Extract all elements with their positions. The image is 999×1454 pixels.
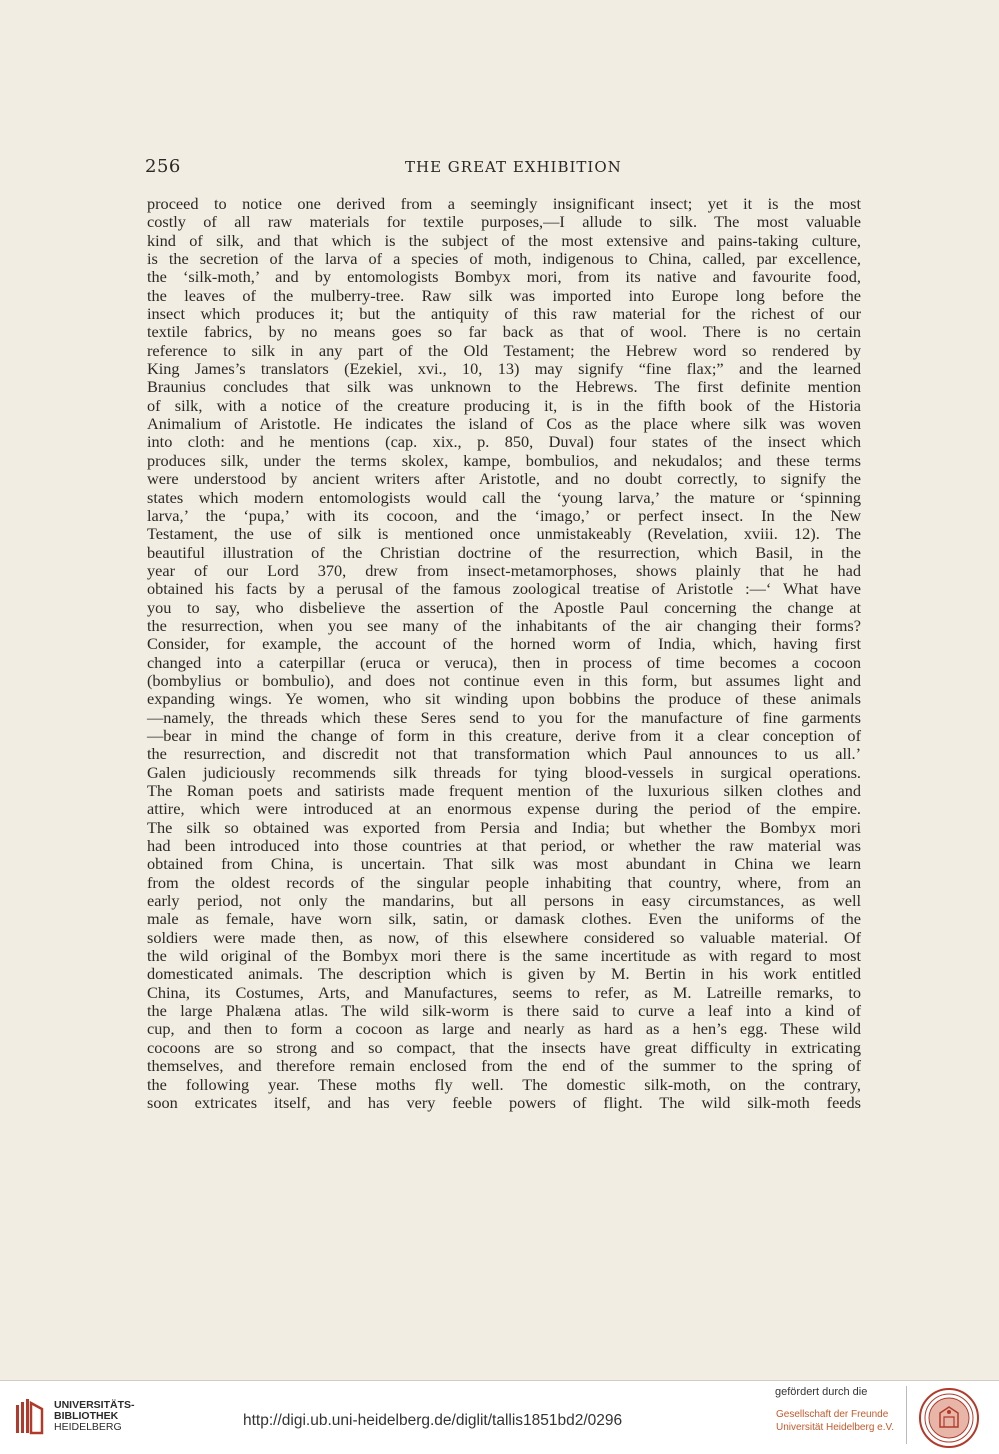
text-line: obtained from China, is uncertain. That silk was most abundant in China we learn: [147, 854, 861, 874]
text-line: were understood by ancient writers after Aristotle, and no doubt correctly, to signify the: [147, 469, 861, 489]
running-title: THE GREAT EXHIBITION: [405, 158, 622, 176]
page-number: 256: [145, 156, 181, 177]
text-line: produces silk, under the terms skolex, kampe, bombulios, and nekudalos; and these terms: [147, 450, 861, 470]
funding-org-line2: Universität Heidelberg e.V.: [776, 1422, 895, 1433]
text-line: the following year. These moths fly well. The domestic silk-moth, on the contrary,: [147, 1074, 861, 1094]
text-line: into cloth: and he mentions (cap. xix., p. 850, Duval) four states of the insect which: [147, 432, 861, 452]
text-line: King James’s translators (Ezekiel, xvi., 10, 13) may signify “fine flax;” and the learned: [147, 359, 861, 379]
text-line: soldiers were made then, as now, of this elsewhere considered so valuable material. Of: [147, 927, 861, 947]
text-line: beautiful illustration of the Christian doctrine of the resurrection, which Basil, in the: [147, 542, 861, 562]
funding-organization: [776, 1408, 894, 1434]
text-line: —namely, the threads which these Seres send to you for the manufacture of fine garments: [147, 707, 861, 727]
text-line: The silk so obtained was exported from Persia and India; but whether the Bombyx mori: [147, 817, 861, 837]
text-line: proceed to notice one derived from a seemingly insignificant insect; yet it is the most: [147, 194, 861, 213]
text-line: you to say, who disbelieve the assertion of the Apostle Paul concerning the change at: [147, 597, 861, 617]
library-name-line1: UNIVERSITÄTS-: [54, 1399, 135, 1411]
text-line: attire, which were introduced at an enormous expense during the period of the empire.: [147, 799, 861, 819]
ub-heidelberg-logo-icon: [14, 1399, 44, 1437]
text-line: year of our Lord 370, drew from insect-metamorphoses, shows plainly that he had: [147, 560, 861, 580]
text-line: Galen judiciously recommends silk threads for tying blood-vessels in surgical operations.: [147, 762, 861, 782]
library-name-line2: BIBLIOTHEK: [54, 1410, 119, 1422]
text-line: obtained his facts by a perusal of the famous zoological treatise of Aristotle :—‘ What have: [147, 579, 861, 599]
text-line: expanding wings. Ye women, who sit winding upon bobbins the produce of these animals: [147, 689, 861, 709]
university-seal-icon: [918, 1387, 980, 1449]
text-line: Consider, for example, the account of the horned worm of India, which, having first: [147, 634, 861, 654]
text-line: had been introduced into those countries at that period, or whether the raw material was: [147, 836, 861, 856]
text-line: from the oldest records of the singular people inhabiting that country, where, from an: [147, 872, 861, 892]
text-line: cup, and then to form a cocoon as large and nearly as hard as a hen’s egg. These wild: [147, 1019, 861, 1039]
funding-label: gefördert durch die: [775, 1386, 868, 1398]
text-line: China, its Costumes, Arts, and Manufactures, seems to refer, as M. Latreille remarks, to: [147, 982, 861, 1002]
text-line: costly of all raw materials for textile purposes,—I allude to silk. The most valuable: [147, 212, 861, 232]
text-line: Animalium of Aristotle. He indicates the island of Cos as the place where silk was woven: [147, 414, 861, 434]
text-line: of silk, with a notice of the creature producing it, is in the fifth book of the Historia: [147, 395, 861, 415]
library-name: [54, 1400, 135, 1433]
text-line: the large Phalæna atlas. The wild silk-worm is there said to curve a leaf into a kind of: [147, 1001, 861, 1021]
text-line: the resurrection, when you see many of the inhabitants of the air changing their forms?: [147, 615, 861, 635]
text-line: states which modern entomologists would call the ‘young larva,’ the mature or ‘spinning: [147, 487, 861, 507]
text-line: insect which produces it; but the antiquity of this raw material for the richest of our: [147, 304, 861, 324]
text-line: the resurrection, and discredit not that transformation which Paul announces to us all.’: [147, 744, 861, 764]
text-line: textile fabrics, by no means goes so far back as that of wool. There is no certain: [147, 322, 861, 342]
text-line: soon extricates itself, and has very feeble powers of flight. The wild silk-moth feeds: [147, 1092, 861, 1112]
library-name-line3: HEIDELBERG: [54, 1421, 122, 1433]
footer-bar: [0, 1380, 999, 1454]
text-line: domesticated animals. The description which is given by M. Bertin in his work entitled: [147, 964, 861, 984]
text-line: reference to silk in any part of the Old Testament; the Hebrew word so rendered by: [147, 340, 861, 360]
text-line: Braunius concludes that silk was unknown to the Hebrews. The first definite mention: [147, 377, 861, 397]
text-line: cocoons are so strong and so compact, that the insects have great difficulty in extricating: [147, 1037, 861, 1057]
text-line: is the secretion of the larva of a species of moth, indigenous to China, called, par excellence,: [147, 249, 861, 269]
text-line: the leaves of the mulberry-tree. Raw silk was imported into Europe long before the: [147, 285, 861, 305]
text-line: themselves, and therefore remain enclosed from the end of the summer to the spring of: [147, 1056, 861, 1076]
funding-org-line1: Gesellschaft der Freunde: [776, 1409, 889, 1420]
body-text: [147, 195, 861, 1112]
footer-divider: [906, 1386, 907, 1444]
page-header: [145, 156, 861, 180]
text-line: —bear in mind the change of form in this creature, derive from it a clear conception of: [147, 725, 861, 745]
text-line: kind of silk, and that which is the subject of the most extensive and pains-taking culture,: [147, 230, 861, 250]
text-line: changed into a caterpillar (eruca or veruca), then in process of time becomes a cocoon: [147, 652, 861, 672]
text-line: early period, not only the mandarins, but all persons in easy circumstances, as well: [147, 891, 861, 911]
text-line: male as female, have worn silk, satin, or damask clothes. Even the uniforms of the: [147, 909, 861, 929]
text-line: The Roman poets and satirists made frequent mention of the luxurious silken clothes and: [147, 781, 861, 800]
text-line: larva,’ the ‘pupa,’ with its cocoon, and the ‘imago,’ or perfect insect. In the New: [147, 505, 861, 525]
text-line: the ‘silk-moth,’ and by entomologists Bombyx mori, from its native and favourite food,: [147, 267, 861, 287]
text-line: Testament, the use of silk is mentioned once unmistakeably (Revelation, xviii. 12). The: [147, 524, 861, 544]
text-line: the wild original of the Bombyx mori there is the same incertitude as with regard to most: [147, 946, 861, 966]
permalink-url[interactable]: http://digi.ub.uni-heidelberg.de/diglit/tallis1851bd2/0296: [243, 1412, 623, 1429]
text-line: (bombylius or bombulio), and does not continue even in this form, but assumes light and: [147, 670, 861, 690]
